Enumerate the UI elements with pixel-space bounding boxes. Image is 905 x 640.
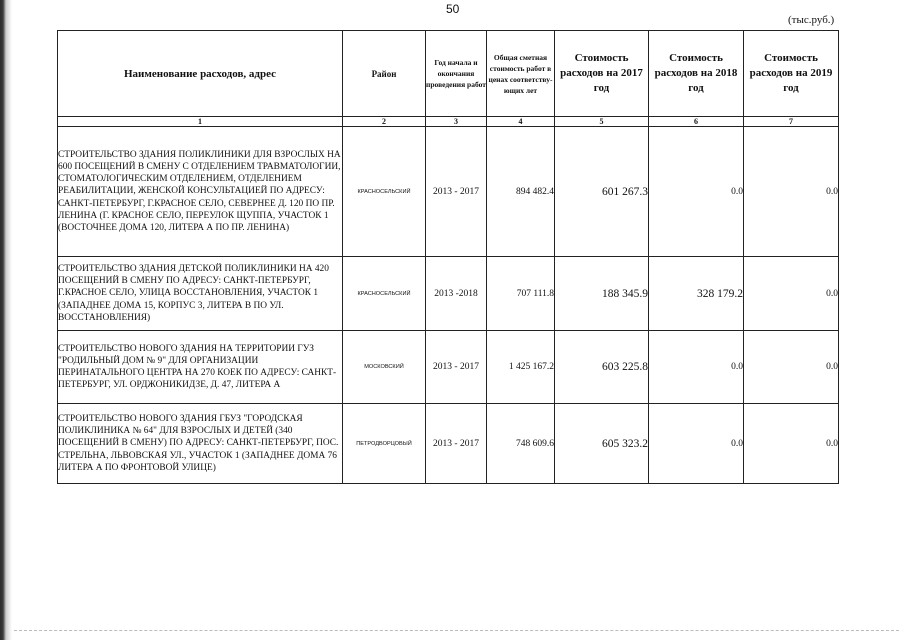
table-row [58,331,839,404]
expense-name: СТРОИТЕЛЬСТВО НОВОГО ЗДАНИЯ ГБУЗ "ГОРОДСКАЯ ПОЛИКЛИНИКА № 64" ДЛЯ ВЗРОСЛЫХ И ДЕТЕЙ (340 ПОСЕЩЕНИЙ В СМЕНУ) ПО АДРЕСУ: САНКТ-ПЕТЕРБУРГ, ПОС. СТРЕЛЬНА, ЛЬВОВСКАЯ УЛ., УЧАСТОК 1 (ЗАПАДНЕЕ ДОМА 76 ЛИТЕРА А ПО ФРОНТОВОЙ УЛИЦЕ) [58,404,343,484]
cost-2019-cell: 0.0 [744,127,839,257]
header-district: Район [343,31,426,117]
cost-2017-cell: 601 267.3 [555,127,649,257]
cost-2018-cell: 0.0 [649,127,744,257]
header-cost-2019: Стоимость расходов на 2019 год [744,31,839,117]
cost-2019-cell: 0.0 [744,331,839,404]
table-row [58,127,839,257]
expenditure-table [57,30,839,484]
years-cell: 2013 - 2017 [426,331,487,404]
expense-name: СТРОИТЕЛЬСТВО ЗДАНИЯ ПОЛИКЛИНИКИ ДЛЯ ВЗРОСЛЫХ НА 600 ПОСЕЩЕНИЙ В СМЕНУ С ОТДЕЛЕНИЕМ ТРАВМАТОЛОГИИ, СТОМАТОЛОГИЧЕСКИМ ОТДЕЛЕНИЕМ, ОТДЕЛЕНИЕМ РЕАБИЛИТАЦИИ, ЖЕНСКОЙ КОНСУЛЬТАЦИЕЙ ПО АДРЕСУ: САНКТ-ПЕТЕРБУРГ, Г.КРАСНОЕ СЕЛО, СЕВЕРНЕЕ Д. 120 ПО ПР. ЛЕНИНА (Г. КРАСНОЕ СЕЛО, ПЕРЕУЛОК ЩУППА, УЧАСТОК 1 (ВОСТОЧНЕЕ ДОМА 120, ЛИТЕРА А ПО ПР. ЛЕНИНА) [58,127,343,257]
cost-2017-cell: 188 345.9 [555,257,649,331]
column-number: 7 [744,117,839,127]
district-cell: КРАСНОСЕЛЬСКИЙ [343,257,426,331]
expense-name: СТРОИТЕЛЬСТВО НОВОГО ЗДАНИЯ НА ТЕРРИТОРИИ ГУЗ "РОДИЛЬНЫЙ ДОМ № 9" ДЛЯ ОРГАНИЗАЦИИ ПЕРИНАТАЛЬНОГО ЦЕНТРА НА 270 КОЕК ПО АДРЕСУ: САНКТ-ПЕТЕРБУРГ, УЛ. ОРДЖОНИКИДЗЕ, Д. 47, ЛИТЕРА А [58,331,343,404]
header-cost-2018: Стоимость расходов на 2018 год [649,31,744,117]
district-cell: ПЕТРОДВОРЦОВЫЙ [343,404,426,484]
column-number: 4 [487,117,555,127]
header-cost-2017: Стоимость расходов на 2017 год [555,31,649,117]
district-cell: КРАСНОСЕЛЬСКИЙ [343,127,426,257]
header-name: Наименование расходов, адрес [58,31,343,117]
column-number: 1 [58,117,343,127]
estimate-cell: 707 111.8 [487,257,555,331]
header-row [58,31,839,117]
cost-2018-cell: 0.0 [649,331,744,404]
table-row [58,404,839,484]
cost-2018-cell: 328 179.2 [649,257,744,331]
scan-left-edge [0,0,12,640]
header-years: Год начала и окончания проведения работ [426,31,487,117]
cost-2018-cell: 0.0 [649,404,744,484]
column-number: 2 [343,117,426,127]
estimate-cell: 748 609.6 [487,404,555,484]
district-cell: МОСКОВСКИЙ [343,331,426,404]
table-row [58,257,839,331]
estimate-cell: 894 482.4 [487,127,555,257]
years-cell: 2013 -2018 [426,257,487,331]
column-number: 6 [649,117,744,127]
page-number: 50 [446,2,460,16]
cost-2017-cell: 605 323.2 [555,404,649,484]
years-cell: 2013 - 2017 [426,404,487,484]
column-number: 3 [426,117,487,127]
cost-2017-cell: 603 225.8 [555,331,649,404]
expense-name: СТРОИТЕЛЬСТВО ЗДАНИЯ ДЕТСКОЙ ПОЛИКЛИНИКИ НА 420 ПОСЕЩЕНИЙ В СМЕНУ ПО АДРЕСУ: САНКТ-ПЕТЕРБУРГ, Г.КРАСНОЕ СЕЛО, УЛИЦА ВОССТАНОВЛЕНИЯ, УЧАСТОК 1 (ЗАПАДНЕЕ ДОМА 15, КОРПУС 3, ЛИТЕРА В ПО УЛ. ВОССТАНОВЛЕНИЯ) [58,257,343,331]
estimate-cell: 1 425 167.2 [487,331,555,404]
years-cell: 2013 - 2017 [426,127,487,257]
header-estimate: Общая сметная стоимость работ в ценах соответству-ющих лет [487,31,555,117]
column-number-row [58,117,839,127]
scan-bottom-artifact [14,630,899,632]
cost-2019-cell: 0.0 [744,257,839,331]
cost-2019-cell: 0.0 [744,404,839,484]
unit-note: (тыс.руб.) [788,14,835,26]
column-number: 5 [555,117,649,127]
